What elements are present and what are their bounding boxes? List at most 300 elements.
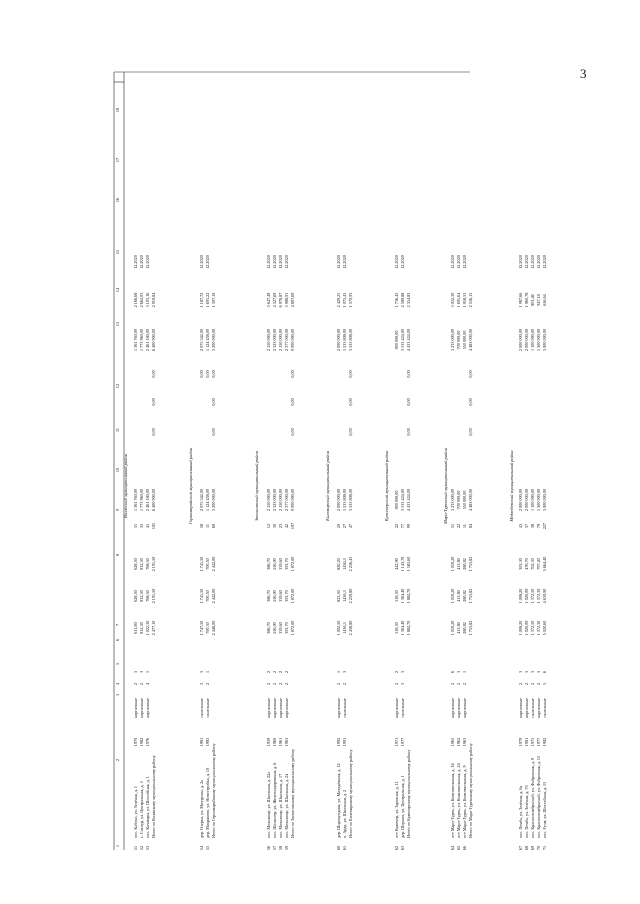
cell-c8: 1 008,20: [518, 620, 523, 636]
cell-c9: 280,82: [462, 590, 467, 602]
row-address: дер. Широкундыш, ул. Молодёжная, д. 12: [336, 763, 341, 838]
cell-c14: 0,00: [406, 398, 411, 406]
column-number-4: 4: [115, 682, 120, 686]
cell-c16: 6 400 900,00: [151, 329, 156, 351]
column-number-17: 17: [115, 157, 120, 163]
cell-c9: 823,50: [336, 590, 341, 602]
cell-c11: 107: [290, 522, 295, 530]
cell-c18: 12.2020: [524, 255, 529, 269]
cell-c9: 1 020,09: [524, 588, 529, 604]
cell-c6: 2: [524, 682, 529, 686]
row-address: пос. Шелангер, ул. Железнодорожная, д. 6: [272, 762, 277, 838]
cell-c14: 0,00: [290, 398, 295, 406]
cell-c10: 339,60: [278, 558, 283, 570]
cell-c5: панельные: [199, 698, 204, 718]
cell-c18: 12.2020: [139, 255, 144, 269]
cell-c5: кирпичные: [272, 698, 277, 718]
cell-c8: 2 477,10: [151, 620, 156, 636]
cell-c6: 2: [278, 682, 283, 686]
cell-c15: 0,00: [151, 370, 156, 378]
section-title: Куженерский муниципальный район: [384, 450, 389, 522]
cell-no: 71: [542, 845, 547, 851]
cell-c17: 2 919,84: [151, 292, 156, 308]
column-number-15: 15: [115, 249, 120, 255]
cell-c18: 12.2020: [145, 255, 150, 269]
cell-c16: 700 000,00: [456, 330, 461, 350]
cell-c5: кирпичные: [394, 698, 399, 718]
cell-c17: 1 736,45: [394, 292, 399, 308]
row-address: пгт Мари-Турек, ул. Комсомольская, д. 24: [456, 763, 461, 838]
cell-c16: 2 377 000,00: [284, 329, 289, 351]
column-number-18: 18: [115, 107, 120, 113]
cell-c9: 4 639,90: [542, 588, 547, 604]
cell-c11: 43: [518, 523, 523, 529]
row-address: Итого по Горномарийскому муниципальному району: [211, 743, 216, 838]
cell-c9: 556,00: [272, 590, 277, 602]
row-address: пгт Мари-Турек, ул. Комсомольская, д. 9: [462, 765, 467, 838]
cell-c9: 812,30: [139, 590, 144, 602]
cell-c5: кирпичные: [145, 698, 150, 718]
cell-c17: 947,18: [536, 294, 541, 306]
cell-c11: 30: [272, 523, 277, 529]
cell-c18: 12.2020: [450, 255, 455, 269]
cell-c16: 1 100 000,00: [530, 329, 535, 351]
cell-c6: 2: [284, 682, 289, 686]
cell-c14: 0,00: [348, 398, 353, 406]
cell-c9: 628,50: [133, 590, 138, 602]
cell-no: 51: [133, 845, 138, 851]
cell-c7: 3: [456, 670, 461, 674]
cell-c6: 2: [139, 682, 144, 686]
cell-year: 1977: [400, 737, 405, 747]
section-title: Звениговский муниципальный район: [254, 451, 259, 521]
cell-no: 57: [272, 845, 277, 851]
cell-c18: 12.2020: [518, 255, 523, 269]
cell-c13: 0,00: [348, 428, 353, 436]
cell-c5: панельные: [400, 698, 405, 718]
cell-c12: 2 323 000,00: [272, 489, 277, 511]
cell-c7: 3: [199, 670, 204, 674]
column-number-2: 2: [115, 758, 120, 762]
cell-c12: 2 377 000,00: [284, 489, 289, 511]
cell-c9: 386,70: [266, 590, 271, 602]
cell-c11: 105: [151, 522, 156, 530]
cell-c7: 2: [278, 670, 283, 674]
cell-c10: 280,82: [462, 558, 467, 570]
row-address: пос. Мочалище, ул. Школьная, д. 22а: [266, 771, 271, 838]
cell-c16: 2 150 000,00: [278, 329, 283, 351]
row-address: пос. Мочалище, ул. Школьная, д. 24: [284, 773, 289, 838]
cell-c8: 339,60: [278, 622, 283, 634]
cell-c10: 1 872,00: [290, 556, 295, 572]
cell-c12: 9 000 000,00: [290, 489, 295, 511]
cell-c5: кирпичные: [536, 698, 541, 718]
cell-c18: 12.2020: [284, 255, 289, 269]
cell-c5: кирпичные: [278, 698, 283, 718]
cell-c6: 2: [456, 682, 461, 686]
cell-c17: 1 605,22: [205, 292, 210, 308]
cell-c18: 12.2020: [400, 255, 405, 269]
row-address: пос. Краснооктябрьский, ул. Фабричная, д. 9: [530, 758, 535, 838]
cell-no: 68: [524, 845, 529, 851]
cell-c11: 79: [536, 523, 541, 529]
row-address: пос. Краснооктябрьский, ул. Фабричная, д. 15: [536, 755, 541, 838]
cell-c10: 1 059,20: [450, 556, 455, 572]
cell-c12: 3 900 000,00: [542, 489, 547, 511]
cell-c7: 2: [284, 670, 289, 674]
cell-c17: 1 960,78: [524, 292, 529, 308]
column-number-13: 13: [115, 321, 120, 327]
cell-year: 1963: [284, 737, 289, 747]
cell-year: 1979: [518, 737, 523, 747]
cell-c8: 1 002,50: [336, 620, 341, 636]
cell-c8: 1 020,09: [524, 620, 529, 636]
cell-c18: 12.2020: [199, 255, 204, 269]
cell-c8: 2 448,00: [211, 620, 216, 636]
cell-c8: 1436,3: [342, 622, 347, 634]
row-address: Итого по Килемарскому муниципальному району: [348, 749, 353, 838]
cell-c15: 0,00: [211, 370, 216, 378]
cell-c9: 1 882,70: [406, 588, 411, 604]
cell-c10: 556,00: [272, 558, 277, 570]
row-address: Итого по Куженерскому муниципальному району: [406, 749, 411, 838]
cell-c16: 9 000 000,00: [290, 329, 295, 351]
cell-c10: 628,50: [133, 558, 138, 570]
cell-c16: 1 533 808,00: [342, 329, 347, 351]
cell-c13: 0,00: [468, 428, 473, 436]
row-address: с. Сотнур, ул. Центральная, д. 5: [139, 781, 144, 838]
cell-c5: кирпичные: [266, 698, 271, 718]
cell-c16: 3 900 000,00: [542, 329, 547, 351]
cell-c12: 2 000 000,00: [518, 489, 523, 511]
column-number-14: 14: [115, 287, 120, 293]
cell-c17: 1 987,66: [518, 292, 523, 308]
cell-c12: 3 200 000,00: [211, 489, 216, 511]
cell-c7: 1: [145, 670, 150, 674]
cell-c15: 0,00: [468, 370, 473, 378]
cell-no: 59: [284, 845, 289, 851]
cell-c16: 4 483 000,00: [468, 329, 473, 351]
cell-c8: 413,80: [456, 622, 461, 634]
cell-c10: 700,50: [205, 558, 210, 570]
cell-c12: 2 075 542,00: [199, 489, 204, 511]
cell-c16: 1 361 760,00: [133, 329, 138, 351]
cell-c13: 0,00: [290, 428, 295, 436]
cell-c15: 0,00: [290, 370, 295, 378]
cell-no: 70: [536, 845, 541, 851]
cell-c17: 4 327,69: [272, 292, 277, 308]
cell-c10: 476,70: [524, 558, 529, 570]
cell-c10: 391,70: [284, 558, 289, 570]
cell-year: 1982: [542, 737, 547, 747]
cell-c16: 1 124 458,00: [205, 329, 210, 351]
cell-no: 58: [278, 845, 283, 851]
cell-no: 53: [145, 845, 150, 851]
cell-year: 1960: [272, 737, 277, 747]
cell-c12: 1 300 000,00: [536, 489, 541, 511]
cell-c12: 3 533 808,00: [348, 489, 353, 511]
cell-c17: 2 662,03: [139, 292, 144, 308]
cell-year: 1959: [266, 737, 271, 747]
cell-year: 1962: [456, 737, 461, 747]
cell-c16: 2 075 542,00: [199, 329, 204, 351]
cell-c18: 12.2020: [133, 255, 138, 269]
cell-c13: 0,00: [151, 428, 156, 436]
cell-c10: 413,80: [456, 558, 461, 570]
cell-c10: 812,30: [139, 558, 144, 570]
cell-c11: 37: [524, 523, 529, 529]
cell-c8: 556,00: [272, 622, 277, 634]
cell-c12: 2 000 000,00: [524, 489, 529, 511]
section-title: Медведевский муниципальный район: [509, 450, 514, 522]
cell-c10: 442,90: [394, 558, 399, 570]
cell-c10: 820,20: [336, 558, 341, 570]
cell-c8: 1 747,50: [199, 620, 204, 636]
cell-no: 55: [205, 845, 210, 851]
cell-c6: 2: [272, 682, 277, 686]
row-address: дер. Микряково, ул. Новостройка, д. 10: [205, 767, 210, 838]
cell-no: 65: [456, 845, 461, 851]
cell-c12: 550 000,00: [462, 490, 467, 510]
column-number-10: 10: [115, 467, 120, 473]
cell-c17: 1 958,55: [462, 292, 467, 308]
cell-c10: 797,40: [536, 558, 541, 570]
cell-c11: 84: [468, 523, 473, 529]
cell-c7: 3: [524, 670, 529, 674]
section-title: Мари-Турекский муниципальный район: [443, 448, 448, 524]
cell-c5: кирпичные: [450, 698, 455, 718]
cell-c7: 3: [400, 670, 405, 674]
cell-c11: 51: [450, 523, 455, 529]
cell-c12: 2 150 000,00: [278, 489, 283, 511]
row-address: пос. Кабоки, ул. Зелёная, д. 1: [133, 785, 138, 838]
row-address: дер. Озерки, ул. Мичурина, д. 2а: [199, 779, 204, 838]
cell-c18: 12.2020: [394, 255, 399, 269]
cell-c12: 700 000,00: [456, 490, 461, 510]
cell-year: 1970: [133, 737, 138, 747]
cell-c12: 1 124 458,00: [205, 489, 210, 511]
cell-c12: 1 533 808,00: [342, 489, 347, 511]
cell-c12: 1 773 960,00: [139, 489, 144, 511]
cell-c10: 702,30: [530, 558, 535, 570]
cell-no: 69: [530, 845, 535, 851]
cell-c7: 1: [336, 670, 341, 674]
cell-c13: 0,00: [406, 428, 411, 436]
cell-c11: 69: [211, 523, 216, 529]
cell-c16: 550 000,00: [462, 330, 467, 350]
cell-c16: 2 000 000,00: [524, 329, 529, 351]
cell-c11: 42: [284, 523, 289, 529]
row-address: п. Арда, ул. Школьная, д. 2: [342, 789, 347, 838]
cell-c9: 518,30: [394, 590, 399, 602]
cell-c9: 1 753,82: [468, 588, 473, 604]
page-number: 3: [580, 66, 587, 81]
cell-c14: 0,00: [211, 398, 216, 406]
column-number-3: 3: [115, 693, 120, 697]
cell-c6: 2: [133, 682, 138, 686]
cell-no: 60: [336, 845, 341, 851]
cell-c6: 4: [145, 682, 150, 686]
cell-c15: 0,00: [199, 370, 204, 378]
cell-c18: 12.2020: [530, 255, 535, 269]
row-address: пос. Пемба, ул. Зелёная, д. 6а: [518, 785, 523, 838]
cell-c11: 11: [205, 523, 210, 529]
cell-c6: 2: [450, 682, 455, 686]
cell-c7: 3: [536, 670, 541, 674]
row-address: пос. Мочалище, ул. Школьная, д. 17: [278, 773, 283, 838]
cell-c17: 1 307,19: [211, 292, 216, 308]
cell-c6: 2: [266, 682, 271, 686]
cell-c7: 2: [266, 670, 271, 674]
cell-c6: 2: [336, 682, 341, 686]
cell-c16: 1 300 000,00: [536, 329, 541, 351]
cell-c17: 2 166,68: [133, 292, 138, 308]
cell-year: 1963: [462, 737, 467, 747]
cell-c11: 22: [456, 523, 461, 529]
cell-c12: 3 533 424,00: [400, 489, 405, 511]
cell-c6: 5: [542, 682, 547, 686]
cell-c17: 5 647,49: [266, 292, 271, 308]
cell-c8: 386,70: [266, 622, 271, 634]
cell-c17: 2 589,88: [400, 292, 405, 308]
cell-c17: 3 052,30: [450, 292, 455, 308]
cell-c7: 3: [530, 670, 535, 674]
cell-c18: 12.2020: [456, 255, 461, 269]
cell-c18: 12.2020: [342, 255, 347, 269]
cell-c5: кирпичные: [456, 698, 461, 718]
cell-c11: 22: [394, 523, 399, 529]
cell-c7: 2: [394, 670, 399, 674]
column-number-5: 5: [115, 662, 120, 666]
cell-c5: кирпичные: [284, 698, 289, 718]
cell-c9: 1 372,50: [530, 588, 535, 604]
cell-c9: 339,60: [278, 590, 283, 602]
cell-c16: 2 323 000,00: [272, 329, 277, 351]
cell-c18: 12.2020: [462, 255, 467, 269]
cell-c5: панельные: [205, 698, 210, 718]
cell-c18: 12.2020: [266, 255, 271, 269]
cell-c10: 1436,3: [342, 558, 347, 570]
cell-c8: 700,30: [205, 622, 210, 634]
cell-c7: 2: [272, 670, 277, 674]
cell-c6: 2: [530, 682, 535, 686]
cell-c16: 3 533 808,00: [348, 329, 353, 351]
cell-c11: 38: [530, 523, 535, 529]
cell-year: 1985: [205, 737, 210, 747]
cell-c7: 3: [342, 670, 347, 674]
cell-no: 66: [462, 845, 467, 851]
cell-c10: 768,30: [145, 558, 150, 570]
cell-c11: 41: [145, 523, 150, 529]
cell-c5: панельные: [542, 698, 547, 718]
cell-c9: 2 442,00: [211, 588, 216, 604]
cell-c12: 4 483 000,00: [468, 489, 473, 511]
row-address: пгт Куженер, ул. Заречная, д. 11: [394, 781, 399, 838]
cell-c7: 1: [462, 670, 467, 674]
cell-c16: 900 000,00: [394, 330, 399, 350]
cell-c9: 1 008,20: [518, 588, 523, 604]
cell-no: 62: [394, 845, 399, 851]
cell-c5: кирпичные: [524, 698, 529, 718]
cell-c12: 2 000 000,00: [336, 489, 341, 511]
cell-c5: кирпичные: [518, 698, 523, 718]
cell-no: 56: [266, 845, 271, 851]
cell-c16: 3 233 000,00: [450, 329, 455, 351]
cell-c17: 1 570,93: [348, 292, 353, 308]
cell-c8: 1 372,30: [536, 620, 541, 636]
cell-c5: панельные: [342, 698, 347, 718]
cell-c8: 611,80: [133, 622, 138, 634]
cell-c9: 391,70: [284, 590, 289, 602]
cell-c17: 2 556,13: [468, 292, 473, 308]
cell-no: 54: [199, 845, 204, 851]
cell-c12: 1 361 760,00: [133, 489, 138, 511]
cell-year: 1976: [145, 737, 150, 747]
cell-c9: 1 372,30: [536, 588, 541, 604]
cell-c9: 1 741,50: [199, 588, 204, 604]
cell-c11: 77: [400, 523, 405, 529]
cell-c9: 768,30: [145, 590, 150, 602]
cell-c17: 5 988,91: [284, 292, 289, 308]
row-address: дер. Шорино, ул. Центральная, д. 1: [400, 775, 405, 838]
cell-year: 1991: [342, 737, 347, 747]
cell-c12: 4 433 424,00: [406, 489, 411, 511]
cell-year: 1982: [139, 737, 144, 747]
row-address: пос. Руэм, ул. Шоссейная, д. 15: [542, 781, 547, 838]
cell-c12: 900 000,00: [394, 490, 399, 510]
cell-c10: 2 442,00: [211, 556, 216, 572]
cell-c16: 3 200 000,00: [211, 329, 216, 351]
cell-c17: 1 187,72: [199, 292, 204, 308]
cell-c15: 0,00: [205, 370, 210, 378]
cell-c15: 0,00: [348, 370, 353, 378]
cell-c7: 3: [133, 670, 138, 674]
cell-c12: 6 400 900,00: [151, 489, 156, 511]
cell-c8: 1 882,70: [406, 620, 411, 636]
cell-c5: кирпичные: [336, 698, 341, 718]
cell-c5: кирпичные: [462, 698, 467, 718]
cell-no: 61: [342, 845, 347, 851]
column-number-12: 12: [115, 383, 120, 389]
cell-c16: 2 000 000,00: [336, 329, 341, 351]
cell-c18: 12.2020: [272, 255, 277, 269]
row-address: пос. Кичмары, ул. Шоссейная, д. 1: [145, 776, 150, 838]
cell-c10: 3 664,40: [542, 556, 547, 572]
section-title: Килемарский муниципальный район: [325, 451, 330, 521]
cell-year: 1965: [450, 737, 455, 747]
cell-c14: 0,00: [468, 398, 473, 406]
cell-c18: 12.2020: [278, 255, 283, 269]
cell-c17: 801,46: [530, 294, 535, 306]
cell-no: 52: [139, 845, 144, 851]
cell-c17: 2 354,83: [406, 292, 411, 308]
cell-c11: 20: [336, 523, 341, 529]
row-address: пгт Мари-Турек, ул. Комсомольская, д. 16: [450, 763, 455, 838]
cell-year: 1992: [336, 737, 341, 747]
cell-c5: панельные: [530, 698, 535, 718]
cell-c16: 2 150 000,00: [266, 329, 271, 351]
cell-c17: 4 807,69: [290, 292, 295, 308]
cell-c16: 3 533 424,00: [400, 329, 405, 351]
cell-c10: 2 256,43: [348, 556, 353, 572]
cell-c17: 1 075,45: [342, 292, 347, 308]
cell-c16: 1 773 960,00: [139, 329, 144, 351]
cell-c10: 1 741,50: [199, 556, 204, 572]
cell-c6: 3: [199, 682, 204, 686]
cell-c8: 518,30: [394, 622, 399, 634]
section-title: Горномарийский муниципальный район: [188, 447, 193, 525]
cell-c18: 12.2020: [536, 255, 541, 269]
